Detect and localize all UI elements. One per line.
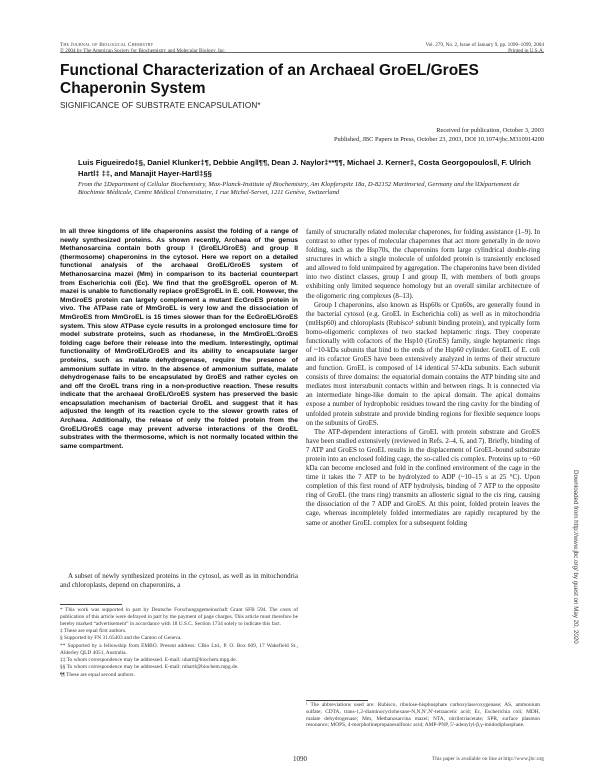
printed-line: Printed in U.S.A. (508, 48, 544, 54)
footnote: ‡ These are equal first authors. (60, 627, 127, 634)
footnotes (60, 607, 298, 679)
copyright-line: © 2004 by The American Society for Biochemistry and Molecular Biology, Inc. (60, 48, 226, 54)
affiliations: From the ‡Department of Cellular Biochemistry, Max-Planck-Institute of Biochemistry, Am Klopferspitz 18a, D-82152 Martinsried, Germany and the ‖Département de Biochimie Médicale, Centre Médical Universitaire, 1 rue Michel-Servet, 1211 Genève, Switzerland (78, 181, 520, 197)
footnote: ¶¶ These are equal second authors. (60, 671, 135, 678)
article-title: Functional Characterization of an Archaeal GroEL/GroES Chaperonin System (60, 62, 479, 97)
footnote: §§ To whom correspondence may be addressed. E-mail: mhartl@biochem.mpg.de. (60, 664, 239, 671)
body-paragraph: family of structurally related molecular chaperones, for folding assistance (1–9). In contrast to other types of molecular chaperones that act more generally in de novo folding, such as the Hsp70s, the chaperonins form large cylindrical double-ring structures in which a single molecule of unfolded protein is transiently enclosed and allowed to fold unimpaired by aggregation. The chaperonins have been divided into two distinct classes, group I and group II, with members of both groups exhibiting only limited sequence homology but an overall similar architecture of the oligomeric ring complexes (8–13). (306, 228, 540, 300)
download-watermark: Downloaded from http://www.jbc.org/ by guest on May 20, 2020 (572, 470, 579, 644)
page-number: 1090 (293, 755, 307, 763)
footnote: ‡‡ To whom correspondence may be addressed. E-mail: uhartl@biochem.mpg.de. (60, 656, 237, 663)
received-date: Received for publication, October 3, 2003 (436, 127, 544, 134)
footnote-divider (60, 604, 122, 605)
footnote: § Supported by FN 31.65403 and the Canton of Geneva. (60, 635, 182, 642)
article-subtitle: SIGNIFICANCE OF SUBSTRATE ENCAPSULATION* (60, 101, 261, 110)
published-doi: Published, JBC Papers in Press, October 23, 2003, DOI 10.1074/jbc.M310914200 (334, 136, 544, 143)
publication-info (124, 126, 544, 144)
body-paragraph: Group I chaperonins, also known as Hsp60s or Cpn60s, are generally found in the bacterial cytosol (e.g. GroEL in Escherichia coli) as well as in mitochondria (mtHsp60) and chloroplasts (Rubisco¹ subunit binding protein), and typically form homo-oligomeric complexes of two stacked heptameric rings. They cooperate functionally with cofactors of the Hsp10 (GroES) family, single heptameric rings of ~10-kDa subunits that bind to the ends of the Hsp60 cylinder. GroEL of E. coli and its cofactor GroES have been extensively analyzed in terms of their structure and function. GroEL is composed of 14 identical 57-kDa subunits. Each subunit consists of three domains: the equatorial domain contains the ATP binding site and mediates most intersubunit contacts within and between rings. It is connected via an intermediate hinge-like domain to the apical domain. The apical domains expose a number of hydrophobic residues toward the ring cavity for the binding of unfolded protein substrate and provide binding regions for flexible sequence loops on the subunits of GroES. (306, 300, 540, 427)
body-paragraph: The ATP-dependent interactions of GroEL with protein substrate and GroES have been studied extensively (reviewed in Refs. 2–4, 6, and 7). Briefly, binding of 7 ATP and GroES to GroEL results in the displacement of GroEL-bound substrate protein into an enclosed folding cage, the so-called cis complex. Proteins up to ~60 kDa can become enclosed and fold in the confined environment of the cage in the time it takes the 7 ATP to be hydrolyzed to ADP (~10–15 s at 25 °C). Upon completion of this first round of ATP hydrolysis, binding of 7 ATP to the opposite ring of GroEL (the trans ring) transmits an allosteric signal to the cis ring, causing the dissociation of the 7 ADP and GroES. At this point, folded protein leaves the cage, whereas incompletely folded intermediates are rapidly recaptured by the same or another GroEL complex for a subsequent folding (306, 427, 540, 527)
issue-line: Vol. 279, No. 2, Issue of January 9, pp. 1090–1099, 2004 (425, 42, 544, 48)
author-list: Luis Figueiredo‡§, Daniel Klunker‡¶, Debbie Ang‖¶¶, Dean J. Naylor‡**¶¶, Michael J. Kerner‡, Costa Georgopoulos‖, F. Ulrich Hartl‡ ‡‡, and Manajit Hayer-Hartl‡§§ (78, 158, 531, 178)
abstract: In all three kingdoms of life chaperonins assist the folding of a range of newly synthesized proteins. As shown recently, Archaea of the genus Methanosarcina contain both group I (GroEL/GroES) and group II (thermosome) chaperonins in the cytosol. Here we report on a detailed functional analysis of the archaeal GroEL/GroES system of Methanosarcina mazei (Mm) in comparison to its bacterial counterpart from Escherichia coli (Ec). We find that the groESgroEL operon of M. mazei is unable to functionally replace groESgroEL in E. coli. However, the MmGroES protein can largely complement a mutant EcGroES protein in vivo. The ATPase rate of MmGroEL is very low and the dissociation of MmGroES from MmGroEL is 15 times slower than for the EcGroEL/GroES system. This slow ATPase cycle results in a prolonged enclosure time for model substrate proteins, such as rhodanese, in the MmGroEL:GroES folding cage before their release into the medium. Interestingly, optimal functionality of MmGroEL/GroES and its ability to encapsulate larger proteins, such as malate dehydrogenase, require the presence of ammonium sulfate in vitro. In the absence of ammonium sulfate, malate dehydrogenase fails to be encapsulated by GroES and rather cycles on and off the GroEL trans ring in a non-productive reaction. These results indicate that the archaeal GroEL/GroES system has preserved the basic encapsulation mechanism of bacterial GroEL and suggest that it has adjusted the length of its reaction cycle to the slower growth rates of Archaea. Additionally, the release of only the folded protein from the GroEL/GroES cage may prevent adverse interactions of the GroEL substrates with the thermosome, which is not normally located within the same compartment. (60, 228, 298, 450)
journal-name: The Journal of Biological Chemistry (60, 42, 154, 48)
abbreviations-footnote: ¹ The abbreviations used are: Rubisco, ribulose-bisphosphate carboxylase/oxygenase; AS, ammonium sulfate; CDTA, trans-1,2-diaminocyclohexane-N,N,N′,N′-tetraacetic acid; Ec, Escherichia coli; MDH, malate dehydrogenase; Mm, Methanosarcina mazei; NTA, nitrilotriacetate; SPR, surface plasmon resonance; MOPS, 4-morpholinepropanesulfonic acid; AMP-PNP, 5′-adenylyl-β,γ-imidodiphosphate. (306, 702, 540, 729)
header-divider (60, 52, 544, 53)
footnote: * This work was supported in part by Deutsche Forschungsgemeinschaft Grant SFB 594. The costs of publication of this article were defrayed in part by the payment of page charges. This article must therefore be hereby marked “advertisement” in accordance with 18 U.S.C. Section 1734 solely to indicate this fact. (60, 607, 298, 627)
intro-paragraph: A subset of newly synthesized proteins in the cytosol, as well as in mitochondria and chloroplasts, depend on chaperonins, a (60, 572, 298, 589)
footnote: ** Supported by a fellowship from EMBO. Present address: CBio Ltd., P. O. Box 609, 17 Wakefield St., Alderley QLD 4051, Australia. (60, 642, 298, 656)
right-column (306, 228, 540, 528)
journal-url[interactable]: This paper is available on line at http://www.jbc.org (432, 756, 544, 762)
right-footnote-divider (306, 700, 368, 701)
